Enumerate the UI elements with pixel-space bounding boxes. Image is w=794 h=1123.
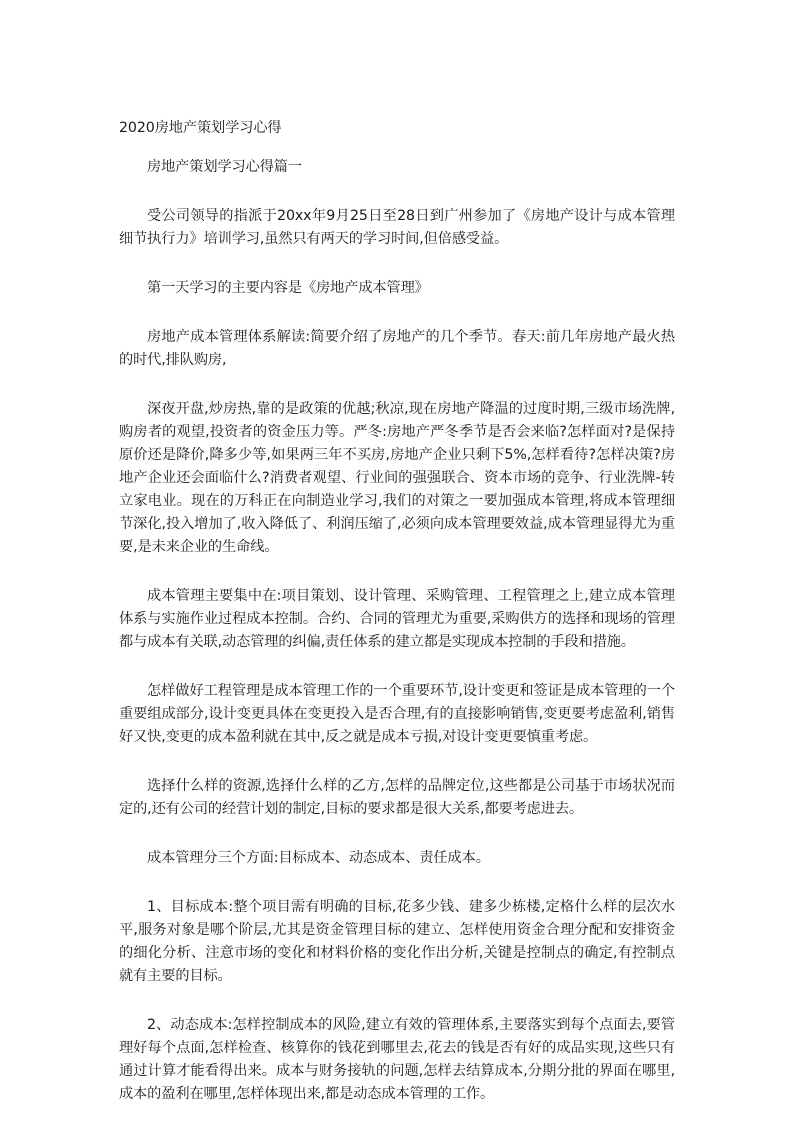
body-paragraph: 怎样做好工程管理是成本管理工作的一个重要环节,设计变更和签证是成本管理的一个重要组成部分,设计变更具体在变更投入是否合理,有的直接影响销售,变更要考虑盈利,销售好又快,变更的成本盈利就在其中,反之就是成本亏损,对设计变更要慎重考虑。 — [119, 683, 675, 745]
body-paragraph: 2、动态成本:怎样控制成本的风险,建立有效的管理体系,主要落实到每个点面去,要管理好每个点面,怎样检查、核算你的钱花到哪里去,花去的钱是否有好的成品实现,这些只有通过计算才能看得出来。成本与财务接轨的问题,怎样去结算成本,分期分批的界面在哪里,成本的盈利在哪里,怎样体现出来,都是动态成本管理的工作。 — [119, 1017, 675, 1102]
body-paragraph: 房地产成本管理体系解读:简要介绍了房地产的几个季节。春天:前几年房地产最火热的时代,排队购房, — [119, 329, 675, 368]
body-paragraph: 成本管理主要集中在:项目策划、设计管理、采购管理、工程管理之上,建立成本管理体系与实施作业过程成本控制。合约、合同的管理尤为重要,采购供方的选择和现场的管理都与成本有关联,动态管理的纠偏,责任体系的建立都是实现成本控制的手段和措施。 — [119, 588, 675, 650]
body-paragraph: 受公司领导的指派于20xx年9月25日至28日到广州参加了《房地产设计与成本管理细节执行力》培训学习,虽然只有两天的学习时间,但倍感受益。 — [119, 208, 675, 247]
body-paragraph: 1、目标成本:整个项目需有明确的目标,花多少钱、建多少栋楼,定格什么样的层次水平,服务对象是哪个阶层,尤其是资金管理目标的建立、怎样使用资金合理分配和安排资金的细化分析、注意市场的变化和材料价格的变化作出分析,关键是控制点的确定,有控制点就有主要的目标。 — [119, 899, 675, 984]
body-paragraph: 深夜开盘,炒房热,靠的是政策的优越;秋凉,现在房地产降温的过度时期,三级市场洗牌,购房者的观望,投资者的资金压力等。严冬:房地产严冬季节是否会来临?怎样面对?是保持原价还是降价,降多少等,如果两三年不买房,房地产企业只剩下5%,怎样看待?怎样决策?房地产企业还会面临什么?消费者观望、行业间的强强联合、资本市场的竞争、行业洗牌-转立家电业。现在的万科正在向制造业学习,我们的对策之一要加强成本管理,将成本管理细节深化,投入增加了,收入降低了、利润压缩了,必须向成本管理要效益,成本管理显得尤为重要,是未来企业的生命线。 — [119, 401, 675, 555]
body-paragraph: 选择什么样的资源,选择什么样的乙方,怎样的品牌定位,这些都是公司基于市场状况而定的,还有公司的经营计划的制定,目标的要求都是很大关系,都要考虑进去。 — [119, 778, 675, 817]
document-title: 2020房地产策划学习心得 — [119, 120, 282, 136]
body-paragraph: 成本管理分三个方面:目标成本、动态成本、责任成本。 — [147, 850, 490, 866]
document-body — [119, 117, 675, 1106]
subtitle-paragraph: 房地产策划学习心得篇一 — [147, 159, 302, 175]
body-paragraph: 第一天学习的主要内容是《房地产成本管理》 — [147, 280, 429, 296]
